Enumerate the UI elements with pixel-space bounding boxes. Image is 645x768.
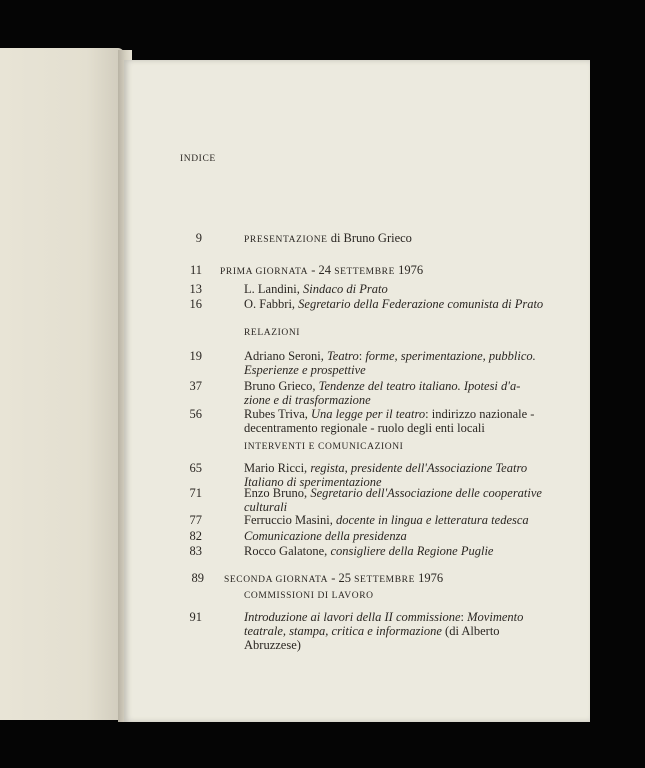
toc-entry: SECONDA GIORNATA - 25 SETTEMBRE 1976	[224, 571, 444, 585]
toc-entry: Enzo Bruno, Segretario dell'Associazione delle cooperative culturali	[244, 486, 542, 514]
right-page	[124, 60, 590, 722]
section-heading: COMMISSIONI DI LAVORO	[244, 591, 374, 601]
page-number: 89	[191, 571, 204, 585]
page-number: 13	[189, 282, 202, 296]
toc-entry: Ferruccio Masini, docente in lingua e letteratura tedesca	[244, 513, 529, 527]
toc-entry: Comunicazione della presidenza	[244, 529, 407, 543]
toc-entry: Rubes Triva, Una legge per il teatro: indirizzo nazionale - decentramento regionale - ruolo degli enti locali	[244, 407, 535, 435]
section-heading: INTERVENTI E COMUNICAZIONI	[244, 442, 404, 452]
toc-entry: O. Fabbri, Segretario della Federazione comunista di Prato	[244, 297, 544, 311]
toc-entry: Mario Ricci, regista, presidente dell'Associazione Teatro Italiano di sperimentazione	[244, 461, 528, 489]
section-heading: RELAZIONI	[244, 328, 301, 338]
page-number: 11	[189, 263, 202, 277]
toc-entry: L. Landini, Sindaco di Prato	[244, 282, 388, 296]
page-number: 91	[189, 610, 202, 624]
page-number: 77	[189, 513, 202, 527]
page-heading: INDICE	[180, 154, 216, 164]
page-number: 19	[189, 349, 202, 363]
page-number: 83	[189, 544, 202, 558]
toc-entry: Bruno Grieco, Tendenze del teatro italiano. Ipotesi d'a- zione e di trasformazione	[244, 379, 521, 407]
toc-entry: Introduzione ai lavori della II commissione: Movimento teatrale, stampa, critica e informazione (di Alberto Abruzzese)	[244, 610, 524, 652]
page-number: 65	[189, 461, 202, 475]
left-page	[0, 48, 124, 720]
page-number: 37	[189, 379, 202, 393]
page-number: 71	[189, 486, 202, 500]
toc-entry: Adriano Seroni, Teatro: forme, sperimentazione, pubblico. Esperienze e prospettive	[244, 349, 536, 377]
toc-entry: PRESENTAZIONE di Bruno Grieco	[244, 231, 412, 245]
toc-entry: PRIMA GIORNATA - 24 SETTEMBRE 1976	[220, 263, 424, 277]
page-number: 56	[189, 407, 202, 421]
page-number: 82	[189, 529, 202, 543]
page-number: 9	[195, 231, 202, 245]
toc-entry: Rocco Galatone, consigliere della Regione Puglie	[244, 544, 494, 558]
page-number: 16	[189, 297, 202, 311]
